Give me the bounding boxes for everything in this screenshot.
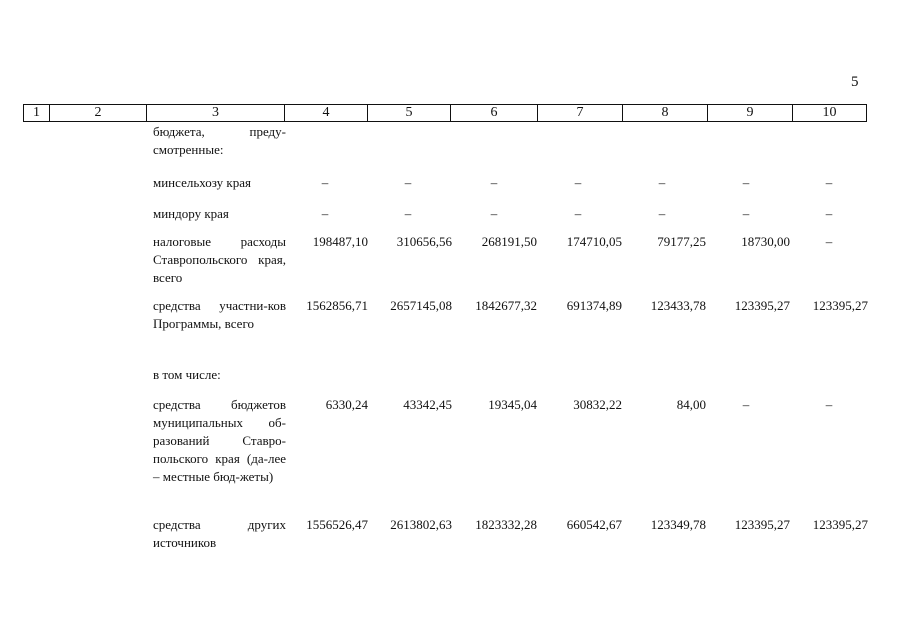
- cell-value: 691374,89: [566, 298, 622, 313]
- row-label: минсельхозу края: [153, 175, 251, 190]
- cell-value: –: [742, 175, 750, 190]
- cell-value: 79177,25: [657, 234, 706, 249]
- column-number-header: [23, 104, 867, 122]
- cell-value: 123395,27: [812, 298, 868, 313]
- cell-value: –: [490, 206, 498, 221]
- column-header-9: 9: [708, 105, 793, 122]
- cell-value: 123349,78: [650, 517, 706, 532]
- row-label: в том числе:: [153, 367, 221, 382]
- cell-value: –: [658, 206, 666, 221]
- cell-value: 30832,22: [573, 397, 622, 412]
- cell-value: 268191,50: [481, 234, 537, 249]
- row-label: миндору края: [153, 206, 229, 221]
- cell-value: –: [742, 206, 750, 221]
- column-header-5: 5: [368, 105, 451, 122]
- cell-value: 2613802,63: [390, 517, 452, 532]
- cell-value: –: [321, 206, 329, 221]
- column-header-6: 6: [451, 105, 538, 122]
- cell-value: 1842677,32: [475, 298, 537, 313]
- cell-value: 1562856,71: [306, 298, 368, 313]
- row-label: налоговые расходы Ставропольского края, всего: [153, 234, 286, 285]
- column-header-10: 10: [793, 105, 867, 122]
- cell-value: –: [825, 234, 833, 249]
- cell-value: 123433,78: [650, 298, 706, 313]
- page-number: 5: [851, 74, 859, 90]
- column-header-2: 2: [50, 105, 147, 122]
- cell-value: –: [321, 175, 329, 190]
- cell-value: –: [658, 175, 666, 190]
- cell-value: –: [574, 206, 582, 221]
- cell-value: 1556526,47: [306, 517, 368, 532]
- cell-value: 660542,67: [566, 517, 622, 532]
- row-label: средства участни-ков Программы, всего: [153, 298, 286, 331]
- row-label: бюджета, преду-смотренные:: [153, 124, 286, 157]
- row-label: средства других источников: [153, 517, 286, 550]
- column-header-7: 7: [538, 105, 623, 122]
- cell-value: 198487,10: [312, 234, 368, 249]
- cell-value: –: [490, 175, 498, 190]
- cell-value: 6330,24: [325, 397, 368, 412]
- cell-value: –: [825, 397, 833, 412]
- cell-value: 123395,27: [734, 298, 790, 313]
- cell-value: 123395,27: [812, 517, 868, 532]
- column-header-4: 4: [285, 105, 368, 122]
- cell-value: –: [825, 175, 833, 190]
- cell-value: 84,00: [676, 397, 706, 412]
- cell-value: 2657145,08: [390, 298, 452, 313]
- cell-value: –: [742, 397, 750, 412]
- column-header-3: 3: [147, 105, 285, 122]
- row-label: средства бюджетов муниципальных об-разований Ставро-польского края (да-лее – местные бюд-жеты): [153, 397, 286, 484]
- cell-value: 123395,27: [734, 517, 790, 532]
- cell-value: 18730,00: [741, 234, 790, 249]
- cell-value: 310656,56: [396, 234, 452, 249]
- column-header-1: 1: [24, 105, 50, 122]
- cell-value: –: [404, 206, 412, 221]
- cell-value: 43342,45: [403, 397, 452, 412]
- cell-value: –: [404, 175, 412, 190]
- column-header-8: 8: [623, 105, 708, 122]
- cell-value: 1823332,28: [475, 517, 537, 532]
- cell-value: 174710,05: [566, 234, 622, 249]
- cell-value: –: [825, 206, 833, 221]
- cell-value: 19345,04: [488, 397, 537, 412]
- cell-value: –: [574, 175, 582, 190]
